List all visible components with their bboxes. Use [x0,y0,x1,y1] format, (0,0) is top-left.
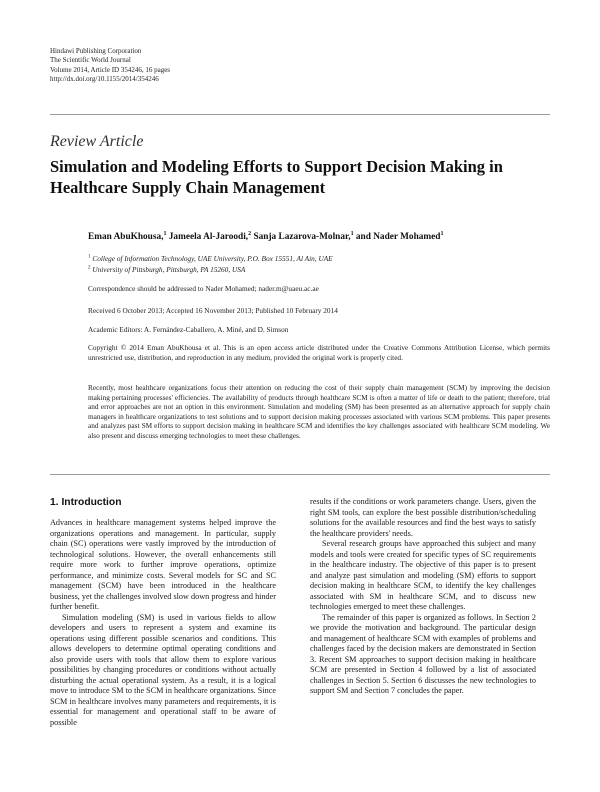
author-affil-mark: 1 [440,231,444,237]
volume-info: Volume 2014, Article ID 354246, 16 pages [50,65,171,74]
affiliation-2 [88,265,245,274]
body-paragraph: Several research groups have approached this subject and many models and tools were created for specific types of SC requirements in the healthcare industry. The objective of this paper is to present and analyze past simulation and modeling (SM) efforts to support decision making in healthcare SCM, to identify the key challenges associated with SM in healthcare SCM, and to discuss new technologies emerged to meet these challenges. [310,539,536,611]
author-affil-mark: 1 [163,231,167,237]
author-name: Sanja Lazarova-Molnar, [251,232,351,243]
journal-name: The Scientific World Journal [50,56,131,65]
affil-text: College of Information Technology, UAE University, P.O. Box 15551, Al Ain, UAE [90,254,333,263]
body-paragraph: results if the conditions or work parameters change. Users, given the right SM tools, can explore the best possible distribution/scheduling solutions for the available resources and find the best ways to satisfy the healthcare providers' needs. [310,497,536,538]
paper-title: Simulation and Modeling Efforts to Support Decision Making in Healthcare Supply Chain Management [50,157,503,197]
publication-dates: Received 6 October 2013; Accepted 16 November 2013; Published 10 February 2014 [88,306,338,315]
right-column [310,497,536,697]
copyright-notice: Copyright © 2014 Eman AbuKhousa et al. This is an open access article distributed under the Creative Commons Attribution License, which permits unrestricted use, distribution, and reproduction in any medium, provided the original work is properly cited. [88,343,550,362]
body-paragraph: The remainder of this paper is organized as follows. In Section 2 we provide the motivation and background. The particular design and management of healthcare SCM with examples of problems and challenges faced by the decision makers are demonstrated in Section 3. Recent SM approaches to support decision making in healthcare SCM are presented in Section 4 followed by a list of associated challenges in Section 5. Section 6 discusses the new technologies to support SM and Section 7 concludes the paper. [310,612,536,695]
author-name: Eman AbuKhousa, [88,232,164,243]
author-name: Jameela Al-Jaroodi, [166,232,249,243]
doi-link[interactable]: http://dx.doi.org/10.1155/2014/354246 [50,75,159,84]
academic-editors: Academic Editors: A. Fernández-Caballero, A. Miné, and D. Simson [88,325,289,334]
abstract: Recently, most healthcare organizations focus their attention on reducing the cost of their supply chain management (SCM) by improving the decision making pertaining processes' efficiencies. The availability of products through healthcare SCM is often a matter of life or death to the patient; therefore, trial and error approaches are not an option in this environment. Simulation and modeling (SM) has been presented as an alternative approach for supply chain managers in healthcare organizations to test solutions and to support decision making processes associated with various SCM problems. This paper presents and analyzes past SM efforts to support decision making in healthcare SCM and identifies the key challenges associated with healthcare SCM modeling. We also present and discuss emerging technologies to meet these challenges. [88,383,550,440]
body-paragraph: Simulation modeling (SM) is used in various fields to allow developers and users to represent a system and examine its operations using different possible scenarios and conditions. This allows developers to determine optimal operating conditions and also provide users with tools that allow them to explore various possibilities by changing procedures or conditions without actually disturbing the actual operational system. As a result, it is a logical move to introduce SM to the SCM in healthcare organizations. Since SCM in healthcare involves many parameters and requirements, it is essential for management and operational staff to be aware of possible [50,612,276,727]
publisher-name: Hindawi Publishing Corporation [50,47,142,55]
section-heading: 1. Introduction [50,497,122,508]
header-rule [50,114,550,115]
affiliation-1 [88,254,333,263]
affil-text: University of Pittsburgh, Pittsburgh, PA 15260, USA [90,265,246,274]
masthead [50,47,170,85]
author-name: and Nader Mohamed [353,232,441,243]
affil-mark: 1 [88,254,91,260]
affil-mark: 2 [88,265,91,271]
body-paragraph: Advances in healthcare management systems helped improve the organizations operations and management. In particular, supply chain (SC) operations were vastly improved by the introduction of technological solutions. However, the overall enhancements still require more work to further improve operations, optimize performance, and minimize costs. Several models for SC and SC management (SCM) have been introduced in the healthcare business, yet the challenges involved slow down progress and hinder further benefit. [50,518,276,611]
abstract-rule [50,474,550,475]
article-type: Review Article [50,133,144,150]
left-column [50,518,276,728]
author-affil-mark: 2 [248,231,252,237]
author-list [88,231,443,242]
correspondence: Correspondence should be addressed to Nader Mohamed; nader.m@uaeu.ac.ae [88,284,319,293]
author-affil-mark: 1 [350,231,354,237]
